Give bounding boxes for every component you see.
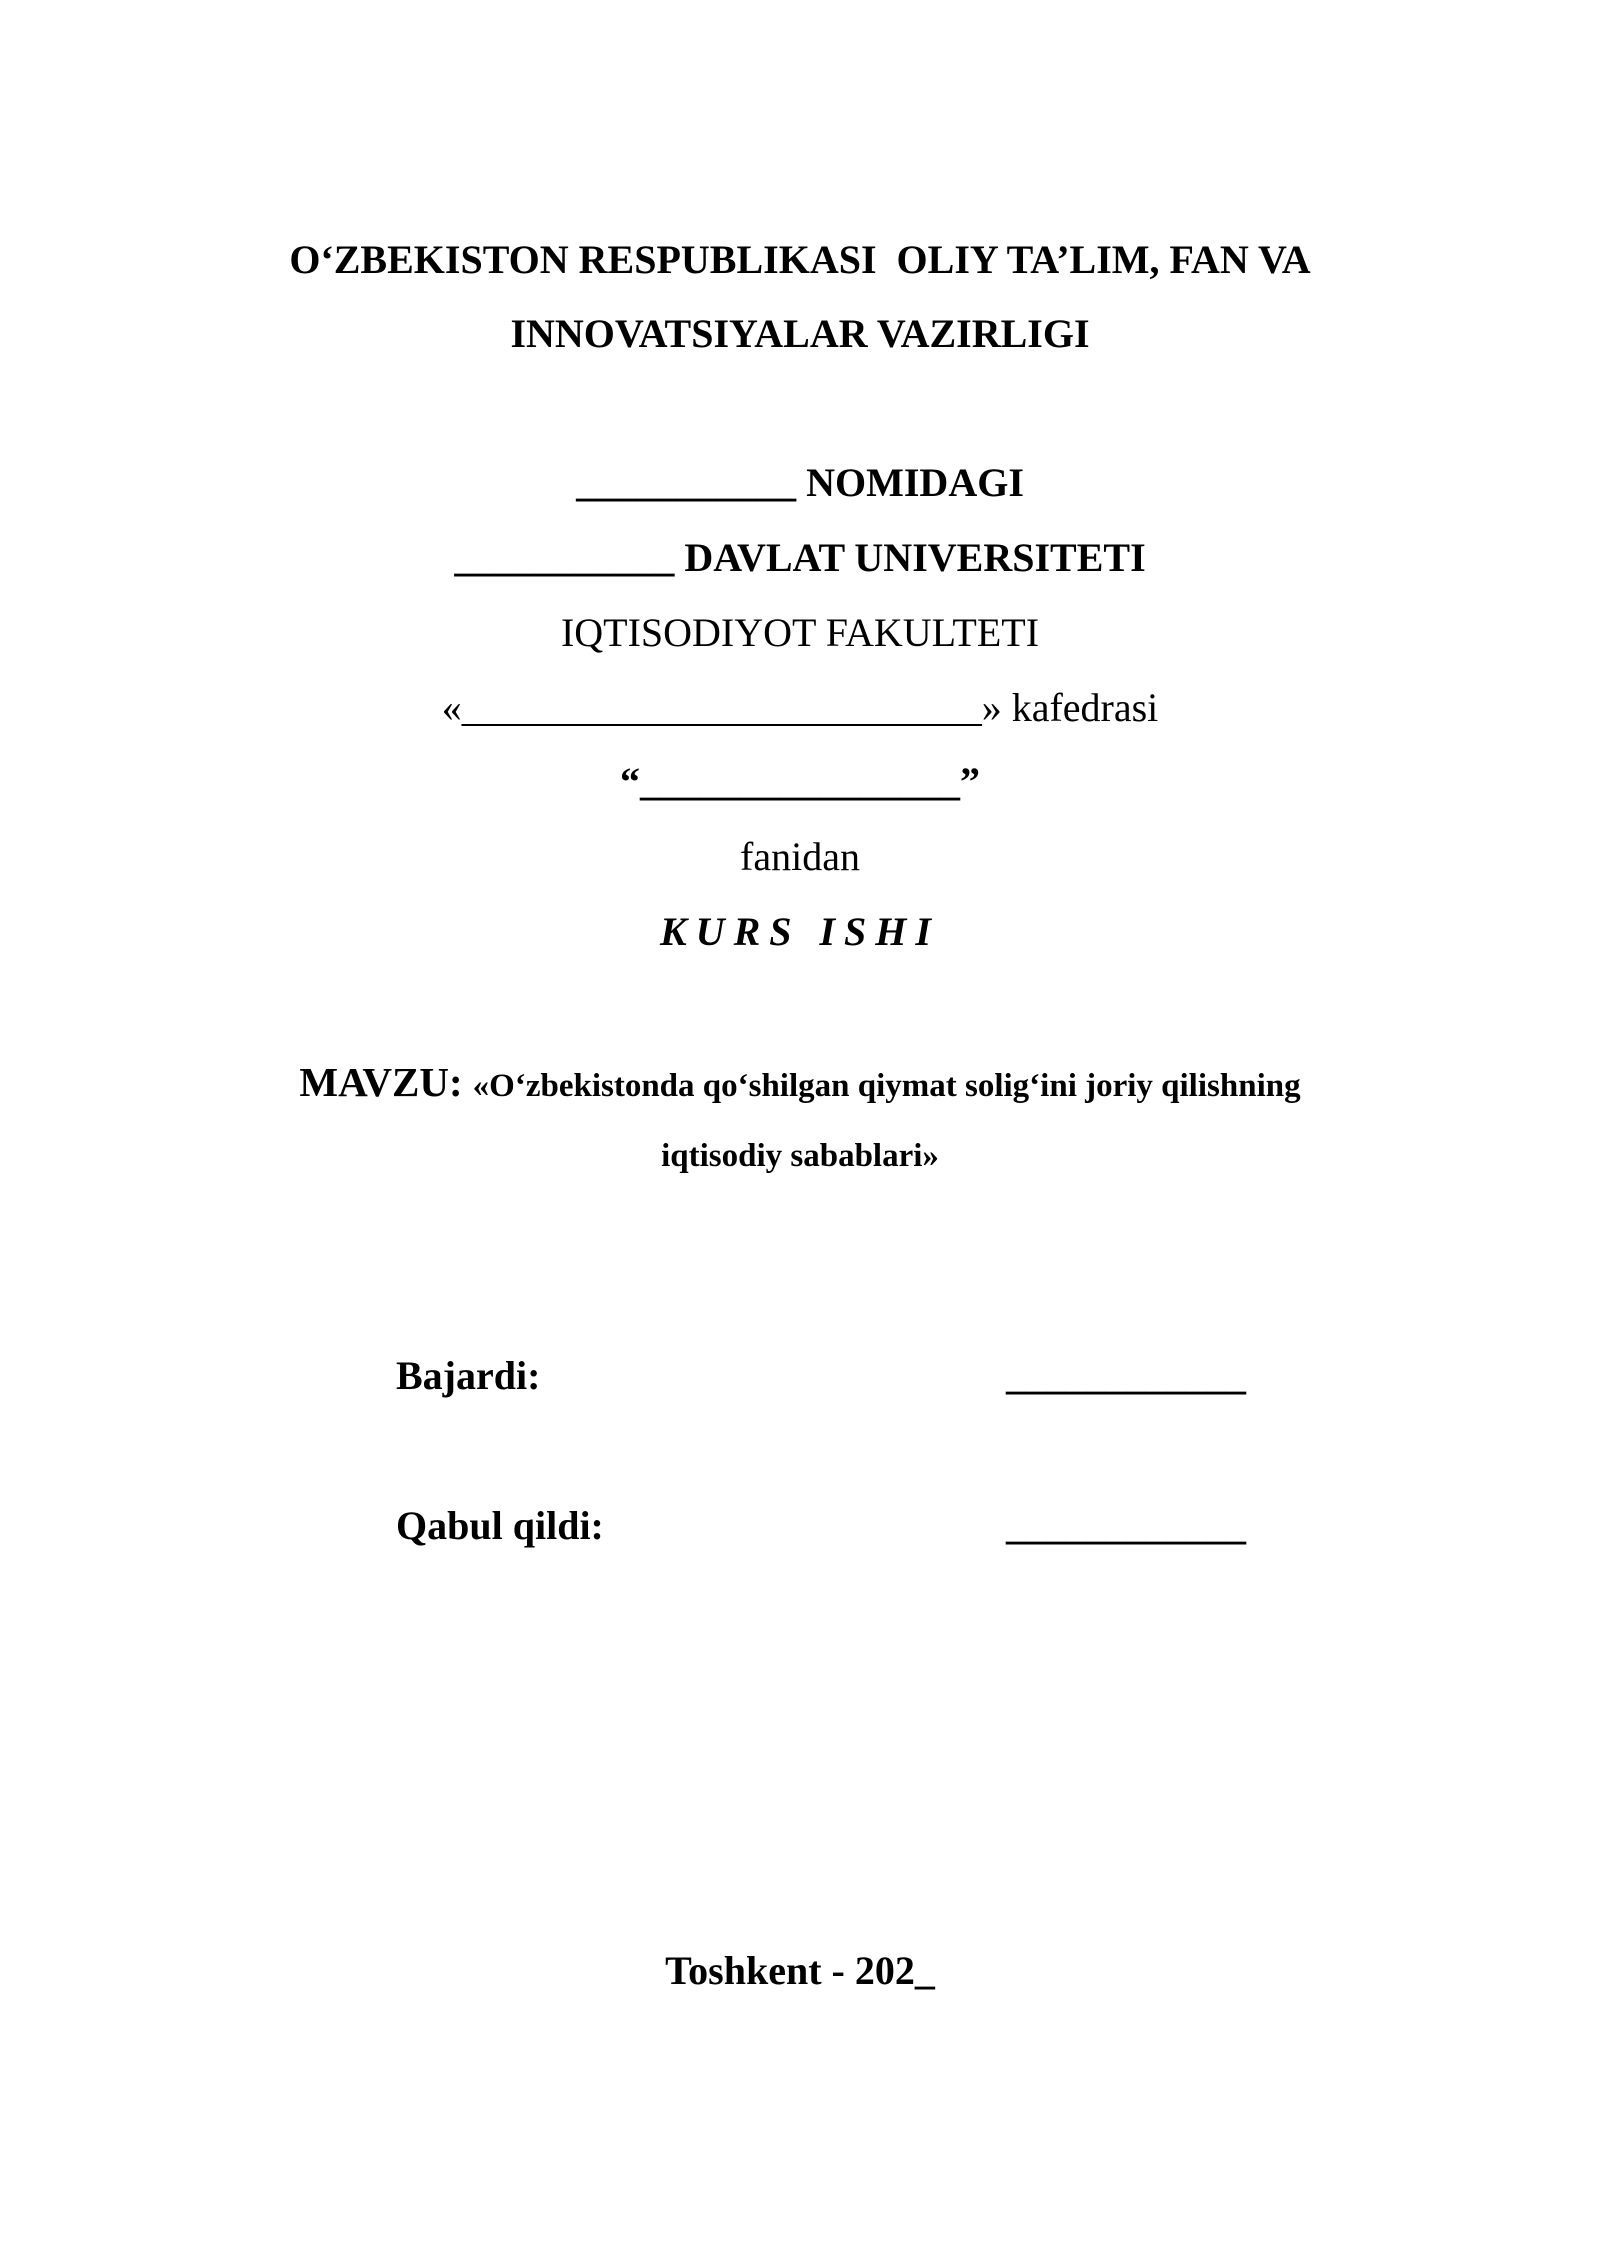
topic-text-line2: iqtisodiy sabablari» — [661, 1138, 939, 1174]
signature-blank-accepted: ____________ — [1006, 1503, 1246, 1548]
ministry-title-line2: INNOVATSIYALAR VAZIRLIGI — [510, 311, 1090, 356]
department-line: «__________________________» kafedrasi — [441, 685, 1159, 730]
faculty-name: IQTISODIYOT FAKULTETI — [560, 610, 1040, 655]
named-after-line: ___________ NOMIDAGI — [576, 460, 1024, 505]
ministry-title-line1: O‘ZBEKISTON RESPUBLIKASI OLIY TA’LIM, FAN VA — [289, 237, 1311, 282]
signature-label-performed: Bajardi: — [396, 1353, 541, 1398]
work-type-title: KURS ISHI — [660, 909, 940, 954]
university-line: ___________ DAVLAT UNIVERSITETI — [454, 535, 1146, 580]
subject-suffix: fanidan — [740, 834, 860, 879]
topic-line1 — [0, 1059, 1600, 1105]
signature-label-accepted: Qabul qildi: — [396, 1503, 604, 1548]
signature-blank-performed: ____________ — [1006, 1353, 1246, 1398]
subject-blank: “________________” — [620, 759, 980, 804]
topic-label: MAVZU: — [299, 1059, 463, 1105]
city-year: Toshkent - 202_ — [665, 1948, 935, 1993]
topic-text-line1: «O‘zbekistonda qo‘shilgan qiymat solig‘ini joriy qilishning — [472, 1068, 1301, 1104]
